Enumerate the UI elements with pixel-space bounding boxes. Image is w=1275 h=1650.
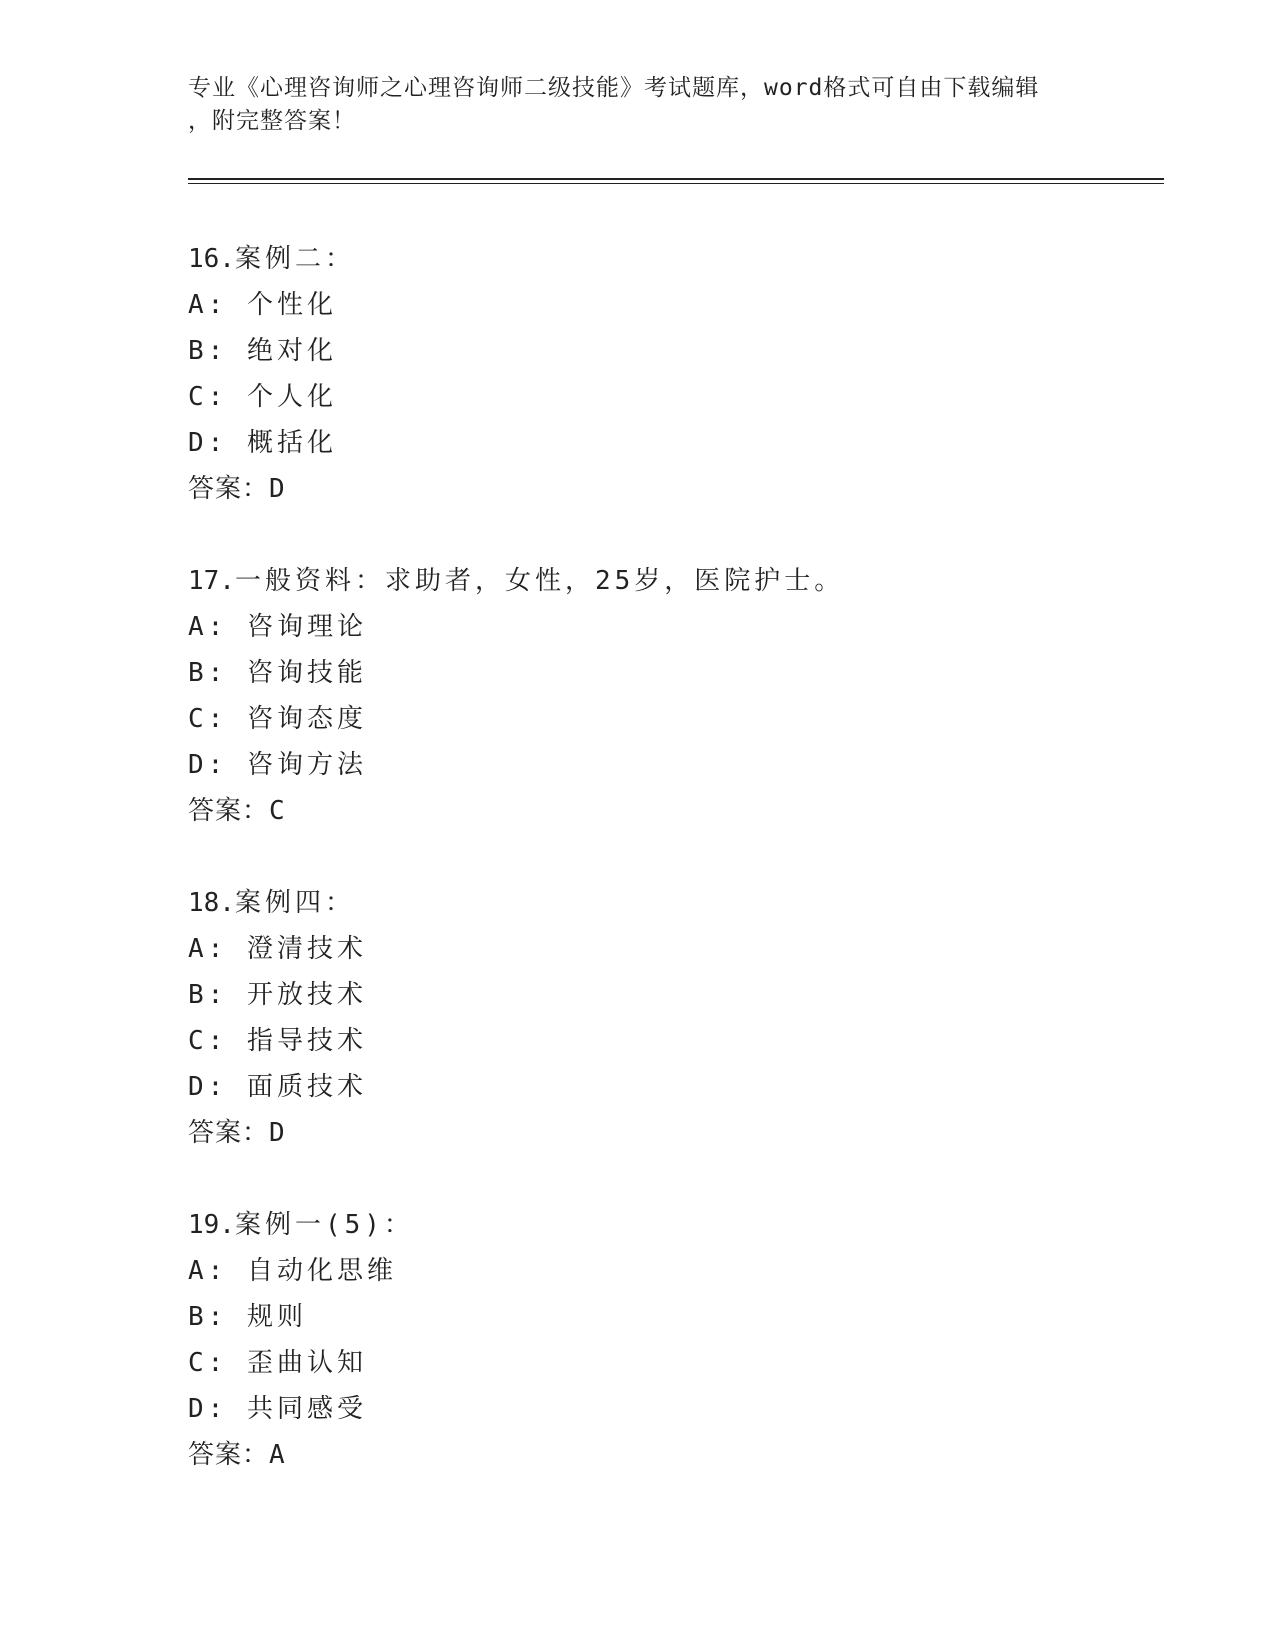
question-16	[188, 236, 1148, 512]
question-title	[188, 558, 1148, 604]
question-number: 19.	[188, 1210, 235, 1240]
answer-line	[188, 788, 1148, 834]
answer-label: 答案：	[188, 796, 270, 826]
question-text: 一般资料：求助者，女性，25岁，医院护士。	[234, 566, 845, 596]
question-number: 18.	[188, 888, 235, 918]
header-line-1: 专业《心理咨询师之心理咨询师二级技能》考试题库，word格式可自由下载编辑	[188, 75, 1040, 101]
answer-value: D	[269, 1118, 286, 1148]
document-header	[188, 72, 1088, 138]
answer-value: A	[269, 1440, 286, 1470]
answer-value: D	[269, 474, 286, 504]
question-title	[188, 236, 1148, 282]
option-c: C: 指导技术	[188, 1026, 367, 1056]
question-title	[188, 1202, 1148, 1248]
option-d: D: 面质技术	[188, 1072, 367, 1102]
answer-label: 答案：	[188, 1118, 270, 1148]
option-d: D: 概括化	[188, 428, 337, 458]
option-d: D: 共同感受	[188, 1394, 367, 1424]
question-17	[188, 558, 1148, 834]
option-d: D: 咨询方法	[188, 750, 367, 780]
header-divider-thin	[188, 183, 1164, 184]
option-c: C: 个人化	[188, 382, 337, 412]
option-b: B: 规则	[188, 1302, 307, 1332]
question-number: 17.	[188, 566, 235, 596]
option-b: B: 咨询技能	[188, 658, 367, 688]
answer-label: 答案：	[188, 1440, 270, 1470]
answer-line	[188, 1110, 1148, 1156]
question-number: 16.	[188, 244, 235, 274]
answer-line	[188, 466, 1148, 512]
question-text: 案例四：	[234, 888, 355, 918]
answer-label: 答案：	[188, 474, 270, 504]
header-line-2: ，附完整答案！	[188, 108, 356, 134]
option-b: B: 绝对化	[188, 336, 337, 366]
header-divider-thick	[188, 178, 1164, 180]
option-c: C: 咨询态度	[188, 704, 367, 734]
question-list	[188, 236, 1148, 1524]
option-a: A: 咨询理论	[188, 612, 367, 642]
answer-line	[188, 1432, 1148, 1478]
question-text: 案例一(5)：	[234, 1210, 414, 1240]
question-text: 案例二：	[234, 244, 355, 274]
option-c: C: 歪曲认知	[188, 1348, 367, 1378]
question-19	[188, 1202, 1148, 1478]
option-a: A: 个性化	[188, 290, 337, 320]
answer-value: C	[269, 796, 286, 826]
option-a: A: 自动化思维	[188, 1256, 397, 1286]
option-b: B: 开放技术	[188, 980, 367, 1010]
option-a: A: 澄清技术	[188, 934, 367, 964]
question-title	[188, 880, 1148, 926]
question-18	[188, 880, 1148, 1156]
